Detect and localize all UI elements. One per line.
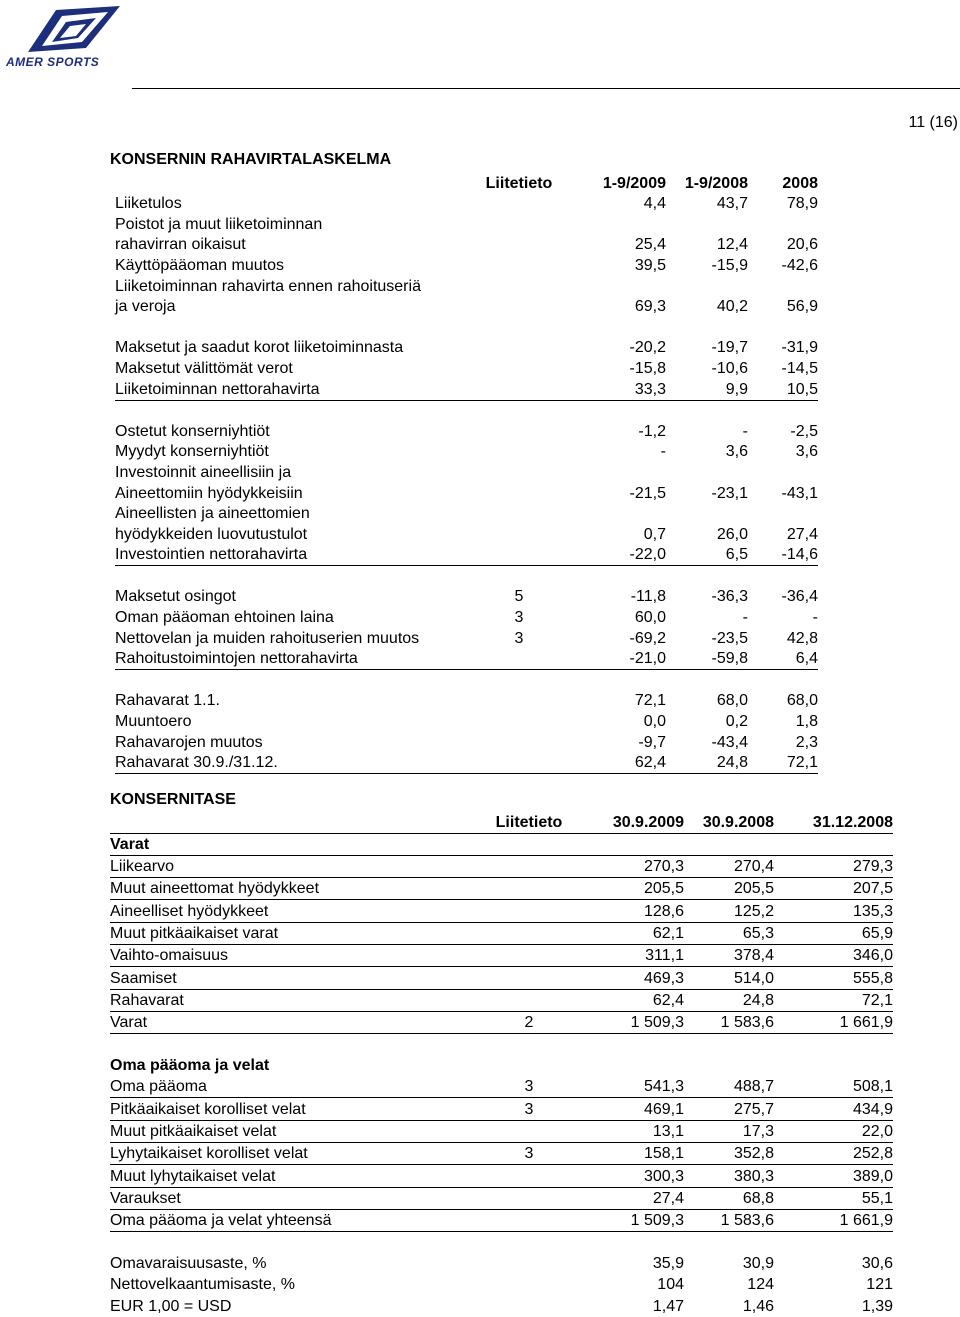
balance-row <box>110 833 893 855</box>
balance-column-header: 31.12.2008 <box>774 812 893 833</box>
spacer-cell <box>110 1232 893 1253</box>
balance-row-label: Pitkäaikaiset korolliset velat <box>110 1098 476 1120</box>
balance-row <box>110 1187 893 1209</box>
header-rule <box>132 88 960 89</box>
balance-row-note <box>476 1165 582 1187</box>
balance-row-note <box>476 1187 582 1209</box>
balance-row-value: 62,4 <box>582 989 684 1011</box>
spacer-cell <box>115 317 818 338</box>
balance-row-value: 279,3 <box>774 855 893 877</box>
balance-row-value: 514,0 <box>684 967 774 989</box>
cashflow-row-value: -23,5 <box>711 629 748 647</box>
cashflow-row-value <box>748 462 818 483</box>
cashflow-row-label: Liiketoiminnan nettorahavirta <box>115 379 455 400</box>
balance-row-value: 275,7 <box>684 1098 774 1120</box>
cashflow-row <box>115 379 818 400</box>
balance-row-value: 380,3 <box>684 1165 774 1187</box>
cashflow-row-value <box>583 276 666 297</box>
balance-row-value: 1 661,9 <box>774 1011 893 1033</box>
balance-row-value: 55,1 <box>774 1187 893 1209</box>
cashflow-row <box>115 711 818 732</box>
cashflow-row <box>115 732 818 753</box>
balance-row-value <box>774 833 893 855</box>
cashflow-row-value: -1,2 <box>638 422 666 440</box>
balance-row-value: 378,4 <box>684 945 774 967</box>
cashflow-row <box>115 214 818 235</box>
balance-row <box>110 1143 893 1165</box>
balance-column-header: 30.9.2008 <box>684 812 774 833</box>
cashflow-row-value: -19,7 <box>711 339 748 357</box>
balance-row-value <box>684 833 774 855</box>
balance-row-value: 205,5 <box>684 878 774 900</box>
logo-text: AMER SPORTS <box>6 55 100 69</box>
cashflow-row-value: 0,0 <box>643 713 666 731</box>
cashflow-row-note <box>455 545 583 566</box>
balance-spacer <box>110 1034 893 1055</box>
cashflow-row-value: 6,4 <box>748 649 818 670</box>
balance-row-label: Omavaraisuusaste, % <box>110 1255 267 1273</box>
balance-row-value: 434,9 <box>774 1098 893 1120</box>
cashflow-row-value: 33,3 <box>583 379 666 400</box>
balance-row-value: 1 661,9 <box>774 1209 893 1231</box>
cashflow-row-note <box>455 358 583 379</box>
cashflow-row-label: Aineellisten ja aineettomien <box>115 505 310 523</box>
cashflow-row-value: -14,6 <box>748 545 818 566</box>
cashflow-row-label: Myydyt konserniyhtiöt <box>115 443 269 461</box>
cashflow-row-value: 42,8 <box>786 629 818 647</box>
balance-spacer <box>110 1232 893 1253</box>
cashflow-row-value: -9,7 <box>638 733 666 751</box>
balance-row-value: 1,39 <box>861 1297 893 1315</box>
cashflow-row-value: 20,6 <box>786 236 818 254</box>
cashflow-column-header: 1-9/2009 <box>602 174 666 192</box>
balance-row-value: 30,9 <box>742 1255 774 1273</box>
cashflow-row-value <box>748 214 818 235</box>
cashflow-row-value: -69,2 <box>629 629 666 647</box>
balance-row-value: 24,8 <box>684 989 774 1011</box>
cashflow-row-value: 2,3 <box>795 733 818 751</box>
balance-row-value: 311,1 <box>582 945 684 967</box>
balance-row-note: 3 <box>476 1143 582 1165</box>
balance-row-value: 1 509,3 <box>582 1011 684 1033</box>
cashflow-row-value: 68,0 <box>786 692 818 710</box>
cashflow-table <box>115 173 818 774</box>
cashflow-row-value <box>748 504 818 525</box>
cashflow-row-note <box>455 255 583 276</box>
cashflow-row-value: 39,5 <box>634 256 666 274</box>
cashflow-row-value: -22,0 <box>583 545 666 566</box>
balance-row-value: 469,3 <box>582 967 684 989</box>
balance-row <box>110 1076 893 1098</box>
balance-row-value: 124 <box>747 1276 774 1294</box>
balance-row <box>110 1274 893 1295</box>
cashflow-row-value: 24,8 <box>666 753 748 774</box>
cashflow-row-note <box>455 649 583 670</box>
balance-column-header: Liitetieto <box>476 812 582 833</box>
cashflow-row <box>115 504 818 525</box>
balance-row-label: Varat <box>110 1011 476 1033</box>
logo-mark-icon <box>26 4 122 54</box>
balance-row-value: 389,0 <box>774 1165 893 1187</box>
cashflow-row-value: 10,5 <box>748 379 818 400</box>
cashflow-row-value: 1,8 <box>795 713 818 731</box>
balance-header-row <box>110 812 893 833</box>
cashflow-row-label: Muuntoero <box>115 713 192 731</box>
cashflow-row-value: 40,2 <box>716 298 748 316</box>
cashflow-row-note <box>455 524 583 545</box>
cashflow-row-label: Nettovelan ja muiden rahoituserien muutos <box>115 629 420 647</box>
balance-title: KONSERNITASE <box>110 791 236 808</box>
spacer-cell <box>110 1034 893 1055</box>
balance-row-value: 270,3 <box>582 855 684 877</box>
balance-row-value: 135,3 <box>774 900 893 922</box>
cashflow-row-value: 62,4 <box>583 753 666 774</box>
balance-row-value: 207,5 <box>774 878 893 900</box>
balance-row-note <box>476 833 582 855</box>
balance-row-value <box>774 1055 893 1076</box>
cashflow-title: KONSERNIN RAHAVIRTALASKELMA <box>110 151 392 168</box>
balance-row <box>110 1165 893 1187</box>
cashflow-row-value: 72,1 <box>634 692 666 710</box>
cashflow-row-label: Aineettomiin hyödykkeisiin <box>115 484 303 502</box>
cashflow-row-value: - <box>660 443 666 461</box>
balance-row-note <box>476 1253 582 1274</box>
cashflow-row-value: -15,9 <box>711 256 748 274</box>
balance-row-value <box>582 1055 684 1076</box>
cashflow-spacer <box>115 400 818 421</box>
balance-row-note: 3 <box>476 1076 582 1098</box>
cashflow-row-note <box>455 483 583 504</box>
cashflow-row-value <box>666 504 748 525</box>
balance-row-value: 252,8 <box>774 1143 893 1165</box>
cashflow-row-note: 3 <box>514 629 524 647</box>
cashflow-row <box>115 483 818 504</box>
cashflow-row-label: Rahoitustoimintojen nettorahavirta <box>115 649 455 670</box>
cashflow-row-label: hyödykkeiden luovutustulot <box>115 525 308 543</box>
cashflow-row <box>115 235 818 256</box>
cashflow-row-value <box>583 214 666 235</box>
balance-row-label: Liikearvo <box>110 855 476 877</box>
cashflow-spacer <box>115 566 818 587</box>
balance-row-value: 541,3 <box>582 1076 684 1098</box>
balance-row-value: 128,6 <box>582 900 684 922</box>
balance-row-label: Oma pääoma ja velat yhteensä <box>110 1209 476 1231</box>
cashflow-row <box>115 338 818 359</box>
spacer-cell <box>115 670 818 691</box>
cashflow-row-value: 4,4 <box>643 195 666 213</box>
cashflow-row-label: Oman pääoman ehtoinen laina <box>115 609 334 627</box>
balance-row-note <box>476 878 582 900</box>
cashflow-row-value <box>666 214 748 235</box>
cashflow-row <box>115 421 818 442</box>
balance-row-value: 72,1 <box>774 989 893 1011</box>
cashflow-row <box>115 753 818 774</box>
cashflow-row-value: 26,0 <box>716 525 748 543</box>
cashflow-row-value: 60,0 <box>634 609 666 627</box>
balance-row-label: Oma pääoma <box>110 1076 476 1098</box>
balance-row-value: 158,1 <box>582 1143 684 1165</box>
cashflow-row-value: -2,5 <box>790 422 818 440</box>
cashflow-row-value: -42,6 <box>781 256 818 274</box>
cashflow-row <box>115 691 818 712</box>
balance-row-label: Saamiset <box>110 967 476 989</box>
cashflow-row-note: 5 <box>514 588 524 606</box>
cashflow-row-value: 69,3 <box>634 298 666 316</box>
cashflow-row-value: -36,4 <box>781 588 818 606</box>
cashflow-spacer <box>115 670 818 691</box>
cashflow-row-note <box>455 276 583 297</box>
balance-row-value: 300,3 <box>582 1165 684 1187</box>
cashflow-row-note <box>455 379 583 400</box>
balance-row-note <box>476 1055 582 1076</box>
cashflow-row-label: Maksetut osingot <box>115 588 236 606</box>
balance-row-note <box>476 1274 582 1295</box>
cashflow-row-value: 72,1 <box>748 753 818 774</box>
cashflow-row-label: ja veroja <box>115 298 176 316</box>
balance-row-value: 125,2 <box>684 900 774 922</box>
cashflow-row-note <box>455 732 583 753</box>
cashflow-row-note <box>455 297 583 318</box>
cashflow-row-label: Investointien nettorahavirta <box>115 545 455 566</box>
cashflow-row-label: Rahavarojen muutos <box>115 733 263 751</box>
balance-row-note <box>476 922 582 944</box>
cashflow-row <box>115 587 818 608</box>
spacer-cell <box>115 566 818 587</box>
cashflow-row-value: - <box>812 609 818 627</box>
balance-row-value: 488,7 <box>684 1076 774 1098</box>
cashflow-header-blank <box>115 173 455 194</box>
cashflow-row <box>115 607 818 628</box>
cashflow-row <box>115 297 818 318</box>
cashflow-row-label: Liiketoiminnan rahavirta ennen rahoituseriä <box>115 277 421 295</box>
cashflow-row <box>115 194 818 215</box>
cashflow-row-value: -59,8 <box>666 649 748 670</box>
cashflow-row <box>115 524 818 545</box>
balance-row-value: 469,1 <box>582 1098 684 1120</box>
cashflow-row-value: 78,9 <box>786 195 818 213</box>
cashflow-row-value <box>666 276 748 297</box>
balance-row-note <box>476 900 582 922</box>
balance-header-blank <box>110 812 476 833</box>
cashflow-row-value: -21,5 <box>629 484 666 502</box>
cashflow-row-value: -23,1 <box>711 484 748 502</box>
cashflow-row-value: - <box>742 422 748 440</box>
balance-row <box>110 989 893 1011</box>
cashflow-row-value: -10,6 <box>711 359 748 377</box>
cashflow-row-value: 68,0 <box>716 692 748 710</box>
cashflow-row-value: 0,2 <box>725 713 748 731</box>
balance-row-value: 1 583,6 <box>684 1209 774 1231</box>
balance-row-label: Varaukset <box>110 1187 476 1209</box>
balance-row-label: Varat <box>110 833 476 855</box>
balance-row <box>110 922 893 944</box>
balance-row-value: 22,0 <box>774 1120 893 1142</box>
cashflow-row-label: Ostetut konserniyhtiöt <box>115 422 270 440</box>
cashflow-row-value: -15,8 <box>629 359 666 377</box>
balance-row <box>110 967 893 989</box>
balance-row <box>110 945 893 967</box>
balance-row-label: EUR 1,00 = USD <box>110 1297 232 1315</box>
cashflow-row-note <box>455 338 583 359</box>
cashflow-row-value: 56,9 <box>786 298 818 316</box>
cashflow-row-note <box>455 235 583 256</box>
balance-row <box>110 1098 893 1120</box>
balance-row-value: 205,5 <box>582 878 684 900</box>
cashflow-row-value: - <box>742 609 748 627</box>
balance-row-note <box>476 945 582 967</box>
balance-row-value: 62,1 <box>582 922 684 944</box>
cashflow-row <box>115 358 818 379</box>
balance-row-value: 27,4 <box>582 1187 684 1209</box>
cashflow-row-note <box>455 691 583 712</box>
cashflow-row-label: Rahavarat 1.1. <box>115 692 220 710</box>
spacer-cell <box>115 400 818 421</box>
cashflow-row-note <box>455 421 583 442</box>
cashflow-row-value: 3,6 <box>795 443 818 461</box>
balance-row-value: 13,1 <box>582 1120 684 1142</box>
cashflow-row-value: -21,0 <box>583 649 666 670</box>
cashflow-row-note: 3 <box>514 609 524 627</box>
cashflow-row-value: -20,2 <box>629 339 666 357</box>
cashflow-row-label: Käyttöpääoman muutos <box>115 256 284 274</box>
balance-column-header: 30.9.2009 <box>582 812 684 833</box>
balance-row-label: Aineelliset hyödykkeet <box>110 900 476 922</box>
cashflow-row <box>115 276 818 297</box>
balance-row-note <box>476 1295 582 1316</box>
cashflow-row-value: 3,6 <box>725 443 748 461</box>
cashflow-row-value: -31,9 <box>781 339 818 357</box>
balance-row <box>110 1120 893 1142</box>
balance-row <box>110 1011 893 1033</box>
cashflow-row-note <box>455 504 583 525</box>
cashflow-row-note <box>455 753 583 774</box>
cashflow-row-value: 6,5 <box>666 545 748 566</box>
balance-row-value: 121 <box>866 1276 893 1294</box>
balance-row <box>110 1209 893 1231</box>
balance-row-label: Vaihto-omaisuus <box>110 945 476 967</box>
cashflow-row-note <box>455 462 583 483</box>
cashflow-row-value <box>583 504 666 525</box>
cashflow-row-value: -36,3 <box>711 588 748 606</box>
balance-row-note: 2 <box>476 1011 582 1033</box>
amer-sports-logo <box>4 4 128 68</box>
balance-row-label: Muut pitkäaikaiset velat <box>110 1120 476 1142</box>
balance-row <box>110 855 893 877</box>
cashflow-row <box>115 255 818 276</box>
balance-row-value: 17,3 <box>684 1120 774 1142</box>
cashflow-row-label: Poistot ja muut liiketoiminnan <box>115 215 323 233</box>
cashflow-row-value: 0,7 <box>643 525 666 543</box>
balance-row <box>110 1253 893 1274</box>
balance-row-label: Nettovelkaantumisaste, % <box>110 1276 295 1294</box>
cashflow-column-header: 1-9/2008 <box>684 174 748 192</box>
balance-row-label: Muut pitkäaikaiset varat <box>110 922 476 944</box>
balance-row-value: 508,1 <box>774 1076 893 1098</box>
cashflow-spacer <box>115 317 818 338</box>
balance-row-label: Oma pääoma ja velat <box>110 1057 270 1075</box>
cashflow-row-label: Maksetut välittömät verot <box>115 359 293 377</box>
cashflow-row-note <box>455 214 583 235</box>
cashflow-row <box>115 649 818 670</box>
balance-row-label: Muut lyhytaikaiset velat <box>110 1165 476 1187</box>
balance-row <box>110 1295 893 1316</box>
cashflow-row-value: 12,4 <box>716 236 748 254</box>
cashflow-row-value <box>748 276 818 297</box>
balance-row-value: 1 509,3 <box>582 1209 684 1231</box>
balance-row-value: 270,4 <box>684 855 774 877</box>
balance-table <box>110 812 893 1317</box>
balance-row-note <box>476 1120 582 1142</box>
balance-row-value: 65,3 <box>684 922 774 944</box>
balance-row-value: 1,46 <box>742 1297 774 1315</box>
cashflow-row-value <box>583 462 666 483</box>
cashflow-row-value: -11,8 <box>630 588 666 606</box>
balance-row-value: 104 <box>657 1276 684 1294</box>
balance-row <box>110 878 893 900</box>
balance-row-value: 35,9 <box>652 1255 684 1273</box>
balance-row-note <box>476 989 582 1011</box>
balance-row-note <box>476 1209 582 1231</box>
balance-row-value: 30,6 <box>861 1255 893 1273</box>
cashflow-row <box>115 462 818 483</box>
balance-row <box>110 900 893 922</box>
cashflow-row-label: Rahavarat 30.9./31.12. <box>115 753 455 774</box>
cashflow-row-value: -14,5 <box>781 359 818 377</box>
cashflow-row-note <box>455 442 583 463</box>
balance-row-value: 352,8 <box>684 1143 774 1165</box>
balance-row-value: 1,47 <box>652 1297 684 1315</box>
balance-row-value: 68,8 <box>684 1187 774 1209</box>
balance-row-note <box>476 967 582 989</box>
balance-row <box>110 1055 893 1076</box>
cashflow-row-label: Maksetut ja saadut korot liiketoiminnasta <box>115 339 404 357</box>
cashflow-row-value: 27,4 <box>786 525 818 543</box>
balance-row-label: Lyhytaikaiset korolliset velat <box>110 1143 476 1165</box>
cashflow-row-value <box>666 462 748 483</box>
balance-row-label: Rahavarat <box>110 989 476 1011</box>
cashflow-row-label: Liiketulos <box>115 195 182 213</box>
balance-row-value: 65,9 <box>774 922 893 944</box>
cashflow-row-value: 43,7 <box>716 195 748 213</box>
balance-row-value <box>582 833 684 855</box>
balance-row-value <box>684 1055 774 1076</box>
cashflow-row-note <box>455 711 583 732</box>
cashflow-row-value: -43,1 <box>781 484 818 502</box>
cashflow-row <box>115 545 818 566</box>
cashflow-row <box>115 442 818 463</box>
cashflow-row-value: 9,9 <box>666 379 748 400</box>
page-number: 11 (16) <box>908 114 958 131</box>
balance-row-note: 3 <box>476 1098 582 1120</box>
cashflow-header-row <box>115 173 818 194</box>
cashflow-row-value: -43,4 <box>711 733 748 751</box>
balance-row-label: Muut aineettomat hyödykkeet <box>110 878 476 900</box>
cashflow-row <box>115 628 818 649</box>
cashflow-row-value: 25,4 <box>634 236 666 254</box>
balance-row-note <box>476 855 582 877</box>
cashflow-row-note <box>455 194 583 215</box>
cashflow-row-label: rahavirran oikaisut <box>115 236 246 254</box>
cashflow-column-header: Liitetieto <box>485 174 553 192</box>
balance-row-value: 346,0 <box>774 945 893 967</box>
balance-row-value: 555,8 <box>774 967 893 989</box>
cashflow-column-header: 2008 <box>782 174 818 192</box>
cashflow-row-label: Investoinnit aineellisiin ja <box>115 463 292 481</box>
balance-row-value: 1 583,6 <box>684 1011 774 1033</box>
